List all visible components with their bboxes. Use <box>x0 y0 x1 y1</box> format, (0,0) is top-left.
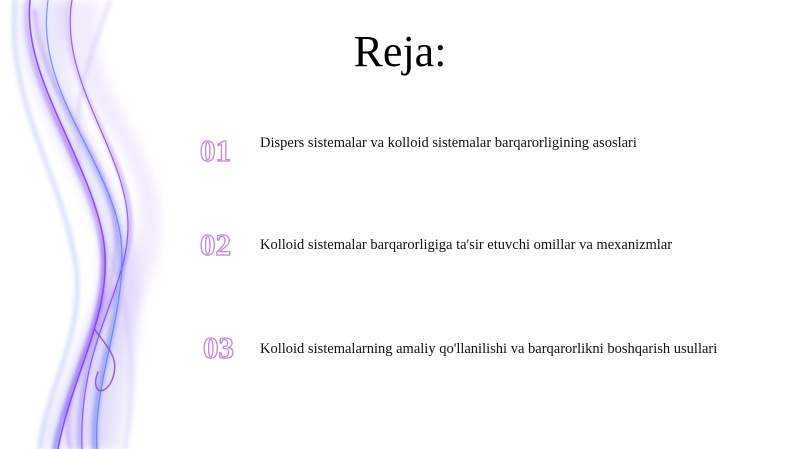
agenda-item-3 <box>200 330 780 370</box>
agenda-item-text: Kolloid sistemalar barqarorligiga ta'sir etuvchi omillar va mexanizmlar <box>260 237 673 253</box>
slide-title: Reja: <box>353 27 447 76</box>
decorative-wave-image <box>0 0 200 449</box>
agenda-item-2 <box>200 227 780 267</box>
agenda-item-number: 02 <box>200 227 231 262</box>
agenda-item-number: 03 <box>203 330 234 365</box>
agenda-item-text: Dispers sistemalar va kolloid sistemalar barqarorligining asoslari <box>260 135 637 151</box>
agenda-item-text: Kolloid sistemalarning amaliy qo'llanilishi va barqarorlikni boshqarish usullari <box>260 341 718 357</box>
agenda-item-1 <box>200 133 780 173</box>
agenda-item-number: 01 <box>200 133 231 168</box>
